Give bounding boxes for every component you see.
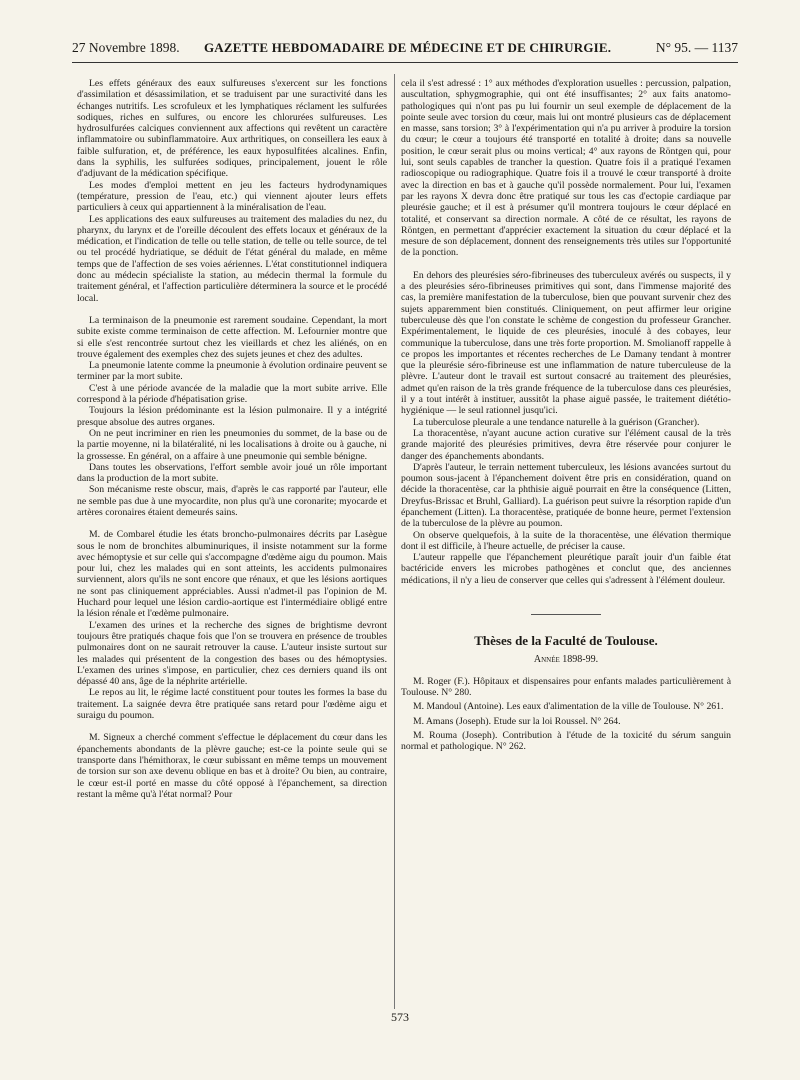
- paragraph: La pneumonie latente comme la pneumonie à évolution ordinaire peuvent se terminer par la mort subite.: [77, 360, 387, 383]
- section-separator: [531, 614, 601, 615]
- thesis-entry: M. Roger (F.). Hôpitaux et dispensaires pour enfants malades particulièrement à Toulouse. N° 280.: [401, 675, 731, 698]
- right-column: [401, 78, 731, 755]
- journal-title: GAZETTE HEBDOMADAIRE DE MÉDECINE ET DE CHIRURGIE.: [204, 40, 612, 55]
- paragraph: On ne peut incriminer en rien les pneumonies du sommet, de la base ou de la partie moyenne, ni la bilatéralité, ni les localisations à droite ou à gauche, ni la grossesse. En général, on a affaire à une pneumonie qui semble bénigne.: [77, 427, 387, 462]
- paragraph: Les effets généraux des eaux sulfureuses s'exercent sur les fonctions d'assimilation et désassimilation, et se traduisent par une suractivité dans les échanges nutritifs. Les scrofuleux et les lymphatiques réclament les sulfurées sodiques, riches en sulfures, ou encore les chlorurées sulfureuses. Les hydrosulfurées calciques conviennent aux affections qui revêtent un caractère inflammatoire ou subinflammatoire. Aux arthritiques, on conseillera les eaux à faible sulfuration, et, de préférence, les eaux hyposulfitées alcalines. Enfin, dans la syphilis, les sulfurées sodiques, principalement, jouent le rôle d'adjuvant de la médication spécifique.: [77, 78, 387, 180]
- column-divider: [394, 74, 395, 1009]
- paragraph: Son mécanisme reste obscur, mais, d'après le cas rapporté par l'auteur, elle ne semble pas due à une myocardite, non plus qu'à une coronarite; myocarde et artères coronaires étaient demeurés sains.: [77, 484, 387, 518]
- issue-number: N° 95. — 1137: [655, 40, 738, 55]
- paragraph: Le repos au lit, le régime lacté constituent pour toutes les formes la base du traitement. La saignée devra être pratiquée sans retard pour l'œdème aigu et suraigu du poumon.: [77, 687, 387, 722]
- paragraph: La thoracentèse, n'ayant aucune action curative sur l'élément causal de la très grande majorité des pleurésies primitives, devra être réservée pour conjurer le danger des épanchements abondants.: [401, 427, 731, 462]
- paragraph: Toujours la lésion prédominante est la lésion pulmonaire. Il y a intégrité presque absolue des autres organes.: [77, 405, 387, 428]
- page-number: 573: [391, 1010, 409, 1024]
- left-column: [77, 78, 387, 800]
- paragraph: La terminaison de la pneumonie est rarement soudaine. Cependant, la mort subite existe comme terminaison de cette affection. M. Lefournier montre que si elle s'est rencontrée surtout chez les vieillards et chez les aliénés, on en trouve également des exemples chez des sujets jeunes et chez des adultes.: [77, 314, 387, 360]
- thesis-entry: M. Rouma (Joseph). Contribution à l'étude de la toxicité du sérum sanguin normal et pathologique. N° 262.: [401, 729, 731, 753]
- paragraph: C'est à une période avancée de la maladie que la mort subite arrive. Elle correspond à la période d'hépatisation grise.: [77, 382, 387, 406]
- theses-title: Thèses de la Faculté de Toulouse.: [474, 633, 658, 649]
- header-rule: [72, 62, 738, 63]
- paragraph: Dans toutes les observations, l'effort semble avoir joué un rôle important dans la production de la mort subite.: [77, 461, 387, 485]
- paragraph: M. de Combarel étudie les états broncho-pulmonaires décrits par Lasègue sous le nom de bronchites albuminuriques, il insiste notamment sur la forme avec hémoptysie et sur celle qui s'accompagne d'œdème aigu du poumon. Mais pour lui, chez les malades qui en sont atteints, les accidents pulmonaires surviennent, alors qu'ils ne sont encore que rénaux, et que les lésions aortiques ne sont pas cliniquement appréciables. Aussi n'admet-il pas l'opinion de M. Huchard pour lequel une lésion cardio-aortique est l'intermédiaire obligé entre la lésion rénale et l'œdème pulmonaire.: [77, 529, 387, 620]
- paragraph: On observe quelquefois, à la suite de la thoracentèse, une élévation thermique dont il est difficile, à l'heure actuelle, de préciser la cause.: [401, 529, 731, 552]
- page-header: [72, 40, 738, 62]
- header-date: 27 Novembre 1898.: [72, 40, 180, 55]
- paragraph: L'examen des urines et la recherche des signes de brightisme devront toujours être pratiqués chaque fois que l'on se trouvera en présence de troubles pulmonaires dont on ne saurait retrouver la cause. L'auteur insiste surtout sur les malades qui présentent de la congestion des bases ou des hémoptysies. L'examen des urines s'impose, en particulier, chez ces derniers quand ils ont dépassé 40 ans, âge de la néphrite artérielle.: [77, 619, 387, 688]
- paragraph: Les modes d'emploi mettent en jeu les facteurs hydrodynamiques (température, pression de l'eau, etc.) qui viennent ajouter leurs effets particuliers à ceux qui appartiennent à la minéralisation de l'eau.: [77, 179, 387, 214]
- thesis-entry: M. Amans (Joseph). Etude sur la loi Roussel. N° 264.: [413, 715, 621, 727]
- paragraph: En dehors des pleurésies séro-fibrineuses des tuberculeux avérés ou suspects, il y a des pleurésies séro-fibrineuses primitives qui sont, dans l'immense majorité des cas, la première manifestation de la tuberculose, bien que pouvant survenir chez des sujets apparemment bien constitués. Cliniquement, on peut affirmer leur origine tuberculeuse dès que l'on constate le schème de congestion du professeur Grancher. Expérimentalement, le liquide de ces pleurésies, inoculé à des cobayes, leur communique la tuberculose, dans une très forte proportion. M. Smolianoff rappelle à ce propos les importantes et récentes recherches de Le Damany tendant à montrer que la pleurésie séro-fibrineuse est une inflammation de nature tuberculeuse de la plèvre. L'auteur dont le travail est surtout consacré au traitement des pleurésies, admet qu'en raison de la très grande fréquence de la tuberculose dans ces pleurésies, il y a tout intérêt à instituer, aussitôt la phase aiguë passée, le traitement diététio-hygiénique — le seul rationnel jusqu'ici.: [401, 269, 731, 417]
- paragraph: cela il s'est adressé : 1° aux méthodes d'exploration usuelles : percussion, palpation, auscultation, sphygmographie, qui ont été insuffisantes; 2° aux faits anatomo-pathologiques qui n'ont pas pu lui fournir un seul exemple de déplacement de la pointe seule avec torsion du cœur, mais lui ont montré plusieurs cas de déplacement en masse, sans torsion; 3° à l'expérimentation qui n'a pu arriver à produire la torsion du cœur; le cœur a toujours été transporté en totalité à droite; dans sa nouvelle position, le cœur serait plus ou moins vertical; 4° aux rayons de Röntgen qui, pour lui, sont seuls capables de trancher la question. Quatre fois il a pratiqué l'examen radioscopique ou radiographique. Quatre fois il a trouvé le cœur transporté à droite avec la direction en bas et à gauche qu'il possède normalement. Pour lui, l'examen par les rayons X devra donc être pratiqué sur tous les cas d'ectopie cardiaque par pleurésie gauche; et il est à présumer qu'il montrera toujours le cœur déplacé en totalité, et conservant sa direction normale. A côté de ce résultat, les rayons de Röntgen, en permettant d'apprécier exactement la situation du cœur déplacé et la mesure de son déplacement, donnent des renseignements très utiles sur l'opportunité de la ponction.: [401, 78, 731, 259]
- thesis-entry: M. Mandoul (Antoine). Les eaux d'alimentation de la ville de Toulouse. N° 261.: [413, 701, 724, 713]
- paragraph: Les applications des eaux sulfureuses au traitement des maladies du nez, du pharynx, du larynx et de l'oreille découlent des effets locaux et généraux de la médication, et l'indication de telle ou telle station, de telle ou telle source, de tel ou tel procédé hydriatique, se déduit de l'état général du malade, en même temps que de l'affection de ses voies aériennes. L'état constitutionnel indiquera donc au médecin spécialiste la station, au médecin thermal la formule du traitement général, et l'affection particulière déterminera la source et le procédé local.: [77, 213, 387, 304]
- paragraph: D'après l'auteur, le terrain nettement tuberculeux, les lésions avancées surtout du poumon sous-jacent à l'épanchement doivent être pris en considération, quand on décide la thoracentèse, car la phthisie aiguë pourrait en être la conséquence (Litten, Dreyfus-Brissac et Bruhl, Galliard). La guérison peut suivre la résorption rapide d'un épanchement (Litten). La thoracentèse, pratiquée de bonne heure, permet l'extension de la tuberculose de la plèvre au poumon.: [401, 461, 731, 530]
- paragraph: L'auteur rappelle que l'épanchement pleurétique paraît jouir d'un faible état bactéricide envers les microbes pathogènes et conclut que, des anciennes médications, il n'y a lieu de conserver que celles qui s'adressent à l'élément douleur.: [401, 552, 731, 586]
- paragraph: La tuberculose pleurale a une tendance naturelle à la guérison (Grancher).: [413, 416, 700, 428]
- paragraph: M. Signeux a cherché comment s'effectue le déplacement du cœur dans les épanchements abondants de la plèvre gauche; est-ce la pointe seule qui se transporte dans l'hémithorax, le cœur subissant en même temps un mouvement de torsion sur son axe devenu oblique en bas et à droite? Ou bien, au contraire, le cœur est-il porté en masse du côté opposé à l'épanchement, sa direction restant la même qu'à l'état normal? Pour: [77, 732, 387, 800]
- theses-year: Année 1898-99.: [533, 654, 599, 666]
